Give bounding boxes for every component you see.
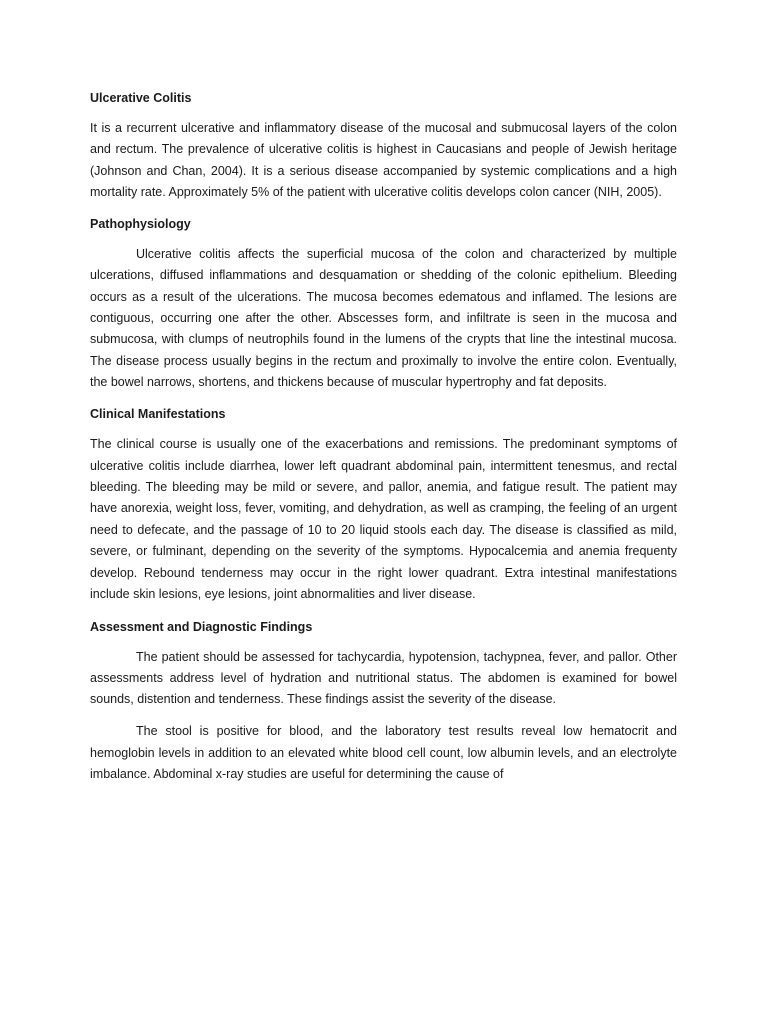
- section-clinical-manifestations: [90, 404, 677, 605]
- heading-pathophysiology: Pathophysiology: [90, 217, 191, 232]
- paragraph: Ulcerative colitis affects the superficial mucosa of the colon and characterized by multiple ulcerations, diffused inflammations and desquamation or shedding of the colonic epithelium. Bleeding occurs as a result of the ulcerations. The mucosa becomes edematous and inflamed. The lesions are contiguous, occurring one after the other. Abscesses form, and infiltrate is seen in the mucosa and submucosa, with clumps of neutrophils found in the lumens of the crypts that line the intestinal mucosa. The disease process usually begins in the rectum and proximally to involve the entire colon. Eventually, the bowel narrows, shortens, and thickens because of muscular hypertrophy and fat deposits.: [90, 247, 677, 389]
- section-assessment-diagnostic-findings: [90, 617, 677, 786]
- section-ulcerative-colitis: [90, 88, 677, 203]
- section-pathophysiology: [90, 214, 677, 393]
- paragraph: The patient should be assessed for tachycardia, hypotension, tachypnea, fever, and pallor. Other assessments address level of hydration and nutritional status. The abdomen is examined for bowel sounds, distention and tenderness. These findings assist the severity of the disease.: [90, 649, 677, 707]
- heading-clinical-manifestations: Clinical Manifestations: [90, 407, 226, 422]
- paragraph: The clinical course is usually one of the exacerbations and remissions. The predominant symptoms of ulcerative colitis include diarrhea, lower left quadrant abdominal pain, intermittent tenesmus, and rectal bleeding. The bleeding may be mild or severe, and pallor, anemia, and fatigue result. The patient may have anorexia, weight loss, fever, vomiting, and dehydration, as well as cramping, the feeling of an urgent need to defecate, and the passage of 10 to 20 liquid stools each day. The disease is classified as mild, severe, or fulminant, depending on the severity of the symptoms. Hypocalcemia and anemia frequenty develop. Rebound tenderness may occur in the right lower quadrant. Extra intestinal manifestations include skin lesions, eye lesions, joint abnormalities and liver disease.: [90, 437, 677, 602]
- paragraph: The stool is positive for blood, and the laboratory test results reveal low hematocrit and hemoglobin levels in addition to an elevated white blood cell count, low albumin levels, and an electrolyte imbalance. Abdominal x-ray studies are useful for determining the cause of: [90, 724, 677, 781]
- document-page: [90, 88, 677, 796]
- heading-ulcerative-colitis: Ulcerative Colitis: [90, 91, 192, 105]
- heading-assessment-diagnostic-findings: Assessment and Diagnostic Findings: [90, 619, 313, 634]
- paragraph: It is a recurrent ulcerative and inflammatory disease of the mucosal and submucosal layers of the colon and rectum. The prevalence of ulcerative colitis is highest in Caucasians and people of Jewish heritage (Johnson and Chan, 2004). It is a serious disease accompanied by systemic complications and a high mortality rate. Approximately 5% of the patient with ulcerative colitis develops colon cancer (NIH, 2005).: [90, 121, 677, 199]
